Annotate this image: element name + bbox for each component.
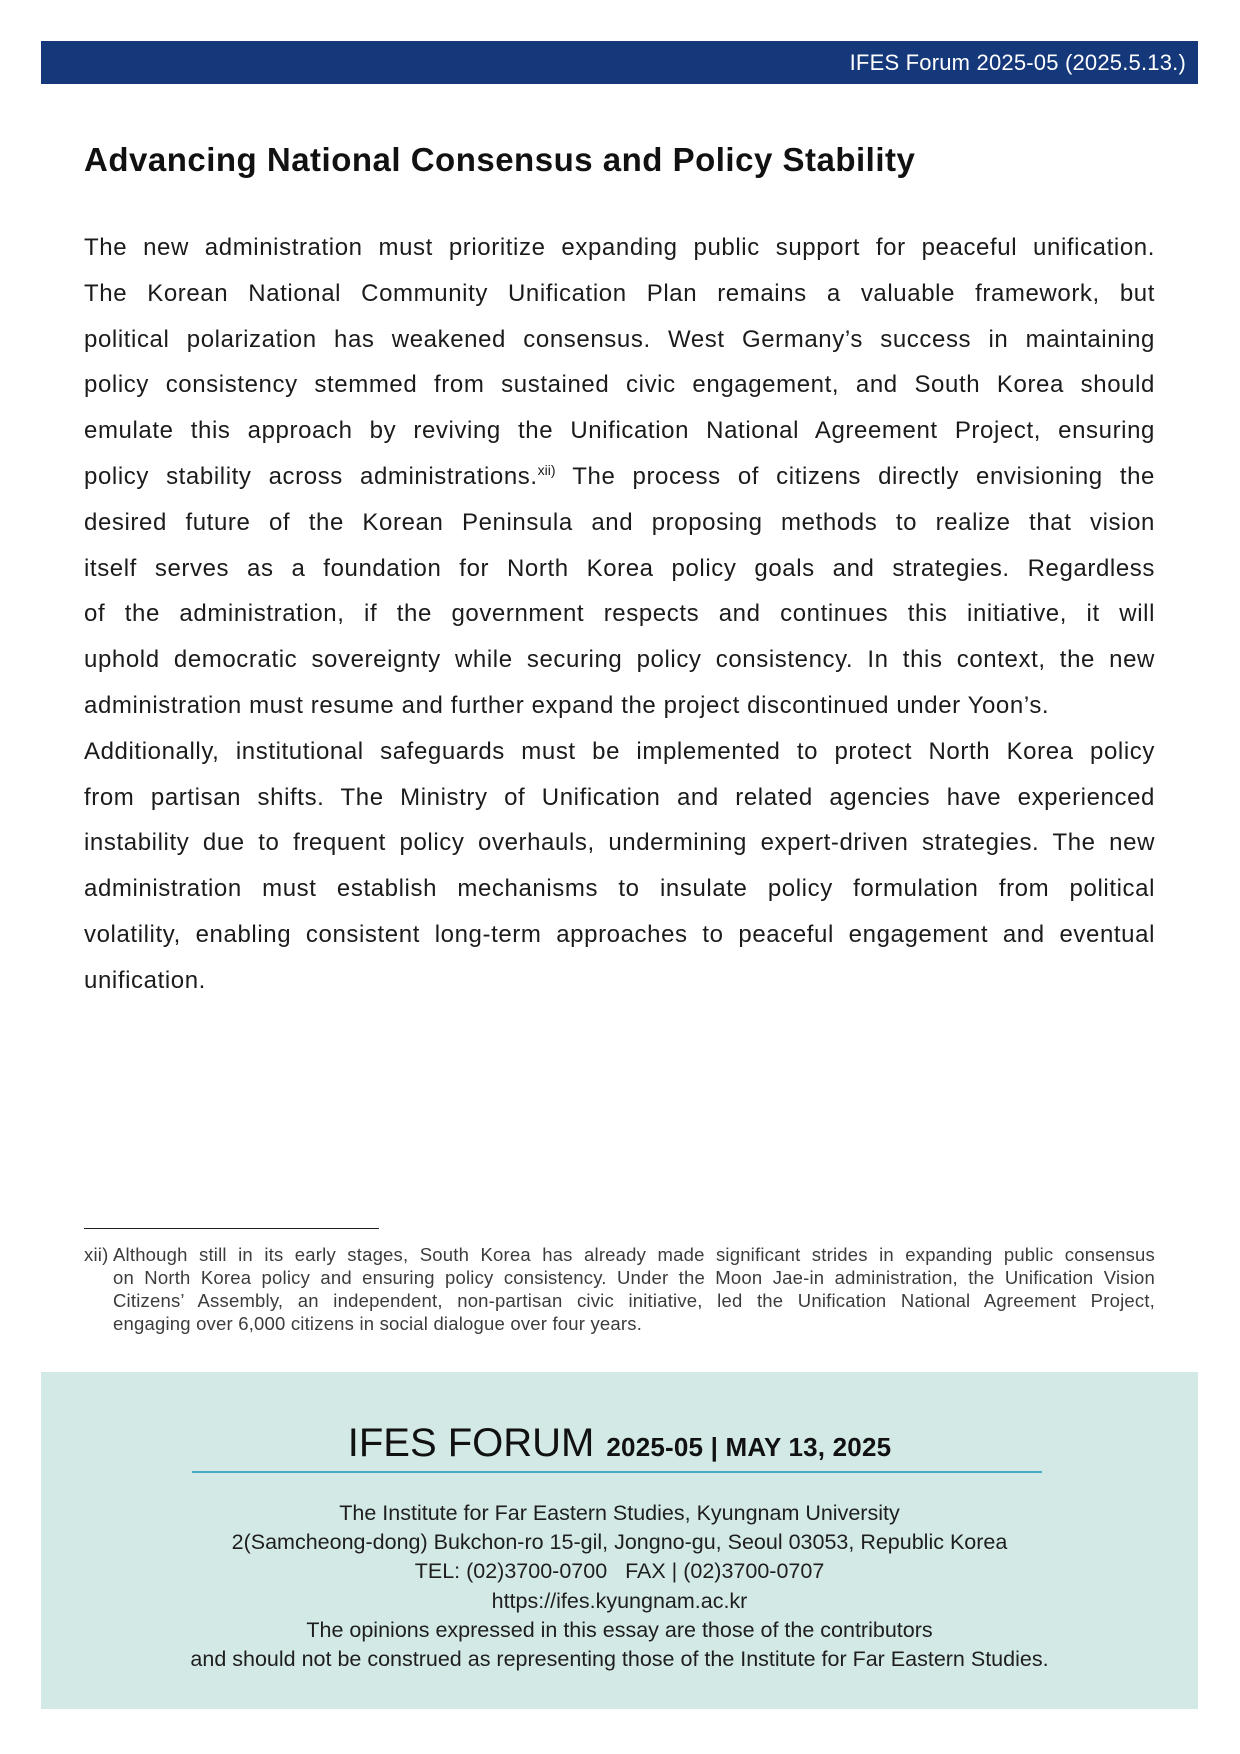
footnote-marker: xii) <box>84 1244 109 1265</box>
footnote-text <box>113 1243 1155 1335</box>
body-line: of the administration, if the government respects and continues this initiative, it will <box>84 600 1155 628</box>
disclaimer-line: and should not be construed as representing those of the Institute for Far Eastern Studies. <box>190 1647 1049 1672</box>
body-line: Additionally, institutional safeguards must be implemented to protect North Korea policy <box>84 737 1155 765</box>
institute-name: The Institute for Far Eastern Studies, Kyungnam University <box>339 1501 900 1525</box>
website-link[interactable]: https://ifes.kyungnam.ac.kr <box>491 1588 748 1613</box>
footnote-line: Although still in its early stages, South Korea has already made significant strides in expanding public consensus <box>113 1244 1155 1265</box>
body-line-text: The process of citizens directly envisioning the <box>555 462 1155 490</box>
footnote-line: engaging over 6,000 citizens in social dialogue over four years. <box>113 1313 643 1334</box>
body-line: administration must establish mechanisms to insulate policy formulation from political <box>84 875 1155 903</box>
issue-label: IFES Forum 2025-05 (2025.5.13.) <box>849 50 1186 75</box>
footnote <box>84 1243 1155 1335</box>
body-line: itself serves as a foundation for North Korea policy goals and strategies. Regardless <box>84 554 1155 582</box>
paragraph-2 <box>84 729 1155 1004</box>
issue-date: 2025-05 | MAY 13, 2025 <box>606 1432 892 1462</box>
body-line: political polarization has weakened consensus. West Germany’s success in maintaining <box>84 325 1155 353</box>
body-line <box>84 454 1155 500</box>
body-line: uphold democratic sovereignty while securing policy consistency. In this context, the new <box>84 646 1155 674</box>
body-line-text: policy stability across administrations. <box>84 462 538 490</box>
footnote-reference: xii) <box>537 461 556 478</box>
body-line: unification. <box>84 966 206 994</box>
publisher-info <box>41 1499 1198 1674</box>
body-line: volatility, enabling consistent long-term approaches to peaceful engagement and eventual <box>84 920 1155 948</box>
address: 2(Samcheong-dong) Bukchon-ro 15-gil, Jongno-gu, Seoul 03053, Republic Korea <box>231 1530 1008 1555</box>
paragraph-1 <box>84 225 1155 729</box>
body-line: emulate this approach by reviving the Unification National Agreement Project, ensuring <box>84 417 1155 445</box>
footer-divider <box>192 1471 1042 1473</box>
section-heading: Advancing National Consensus and Policy Stability <box>84 141 916 178</box>
footnote-divider <box>84 1228 379 1229</box>
footnote-line: Citizens’ Assembly, an independent, non-partisan civic initiative, led the Unification National Agreement Project, <box>113 1290 1155 1311</box>
footnote-line: on North Korea policy and ensuring policy consistency. Under the Moon Jae-in administration, the Unification Vision <box>113 1267 1155 1288</box>
contact-numbers: TEL: (02)3700-0700 FAX | (02)3700-0707 <box>414 1559 825 1584</box>
body-line: policy consistency stemmed from sustained civic engagement, and South Korea should <box>84 371 1155 399</box>
body-line: The new administration must prioritize expanding public support for peaceful unification. <box>84 234 1155 261</box>
body-line: instability due to frequent policy overhauls, undermining expert-driven strategies. The new <box>84 829 1155 857</box>
header-bar <box>41 41 1198 84</box>
body-line: desired future of the Korean Peninsula and proposing methods to realize that vision <box>84 508 1155 536</box>
body-line: from partisan shifts. The Ministry of Unification and related agencies have experienced <box>84 783 1155 811</box>
publication-name: IFES FORUM <box>347 1421 595 1465</box>
body-line: administration must resume and further expand the project discontinued under Yoon’s. <box>84 691 1050 719</box>
footer-title <box>41 1416 1198 1479</box>
body-line: The Korean National Community Unification Plan remains a valuable framework, but <box>84 279 1155 307</box>
footer-panel <box>41 1372 1198 1709</box>
article-body <box>84 225 1155 1004</box>
disclaimer-line: The opinions expressed in this essay are those of the contributors <box>306 1617 933 1642</box>
